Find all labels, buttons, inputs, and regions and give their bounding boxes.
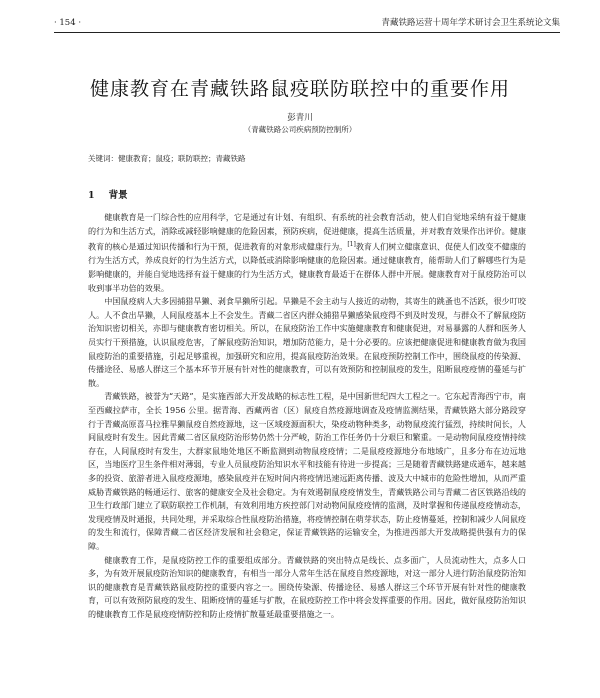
paragraph (88, 211, 526, 295)
paragraph: 中国鼠疫病人大多因捕猎旱獭、剥食旱獭所引起。旱獭是不会主动与人接近的动物，其寄生的跳蚤也不活跃，很少叮咬人。人不食出旱獭，人间鼠疫基本上不会发生。青藏二省区内群众捕猎旱獭感染鼠疫得不到及时发现，与群众不了解鼠疫防治知识密切相关，亦即与健康教育密切相关。所以，在鼠疫防治工作中实施健康教育和健康促进，对易暴露的人群和医务人员实行干预措施，认识鼠疫危害，了解鼠疫防治知识，增加防范能力，是十分必要的。应该把健康促进和健康教育做为我国鼠疫防治的重要措施，引起足够重视，加强研究和应用，提高鼠疫防治效果。在鼠疫预防控制工作中，围绕鼠疫的传染源、传播途径、易感人群这三个基本环节开展有针对性的健康教育，可以有效预防和控制鼠疫的发生，阻断鼠疫疫情的蔓延与扩散。 (88, 296, 526, 388)
paragraph: 青藏铁路，被誉为“天路”，是实施西部大开发战略的标志性工程，是中国新世纪四大工程之一。它东起青海西宁市，南至西藏拉萨市，全长 1956 公里。据青海、西藏两省（区）鼠疫自然疫源地调查及疫情监测结果，青藏铁路大部分路段穿行于青藏高原喜马拉雅旱獭鼠疫自然疫源地，这一区域疫源面积大，染疫动物种类多，动物鼠疫流行猛烈，持续时间长，人间鼠疫时有发生。因此青藏二省区鼠疫防治形势仍然十分严峻，防治工作任务仍十分艰巨和繁重。一是动物间鼠疫疫情持续存在，人间鼠疫时有发生，大群家鼠地处地区不断监测到动物鼠疫疫情；二是鼠疫疫源地分布地域广，且多分布在边远地区，当地医疗卫生条件相对薄弱，专业人员鼠疫防治知识水平和技能有待进一步提高；三是随着青藏铁路建成通车，越来越多的投资、旅游者进入鼠疫疫源地，感染鼠疫并在短时间内将疫情迅速远距离传播、波及大中城市的危险性增加，从而严重威胁青藏铁路的畅通运行、旅客的健康安全及社会稳定。为有效遏制鼠疫疫情发生，青藏铁路公司与青藏二省区铁路沿线的卫生行政部门建立了联防联控工作机制，有效利用地方疾控部门对动物间鼠疫疫情的监测，及时掌握和传递鼠疫疫情动态，发现疫情及时通报，共同处理，并采取综合性鼠疫防治措施，将疫情控制在萌芽状态，防止疫情蔓延，控制和减少人间鼠疫的发生和流行，保障青藏二省区经济发展和社会稳定，保证青藏铁路的运输安全，为推进西部大开发战略提供强有力的保障。 (88, 391, 526, 551)
paragraph-text: 健康教育是一门综合性的应用科学，它是通过有计划、有组织、有系统的社会教育活动，使人们自觉地采纳有益于健康的行为和生活方式，消除或减轻影响健康的危险因素，预防疾病，促进健康，提高生活质量，并对教育效果作出评价。健康教育的核心是通过知识传播和行为干预，促进教育的对象形成健康行为。 (88, 212, 526, 252)
citation-ref: [1] (347, 241, 356, 249)
body-text (88, 211, 526, 622)
running-header (54, 14, 560, 33)
page-number: · 154 · (54, 18, 82, 28)
section-number: 1 (88, 190, 95, 201)
paragraph: 健康教育工作，是鼠疫防控工作的重要组成部分。青藏铁路的突出特点是线长、点多面广，人员流动性大，点多人口多，为有效开展鼠疫防治知识的健康教育，有相当一部分人常年生活在鼠疫自然疫源地，对这一部分人进行防治鼠疫防治知识的健康教育是青藏铁路鼠疫防控的重要内容之一。围绕传染源、传播途径、易感人群这三个环节开展有针对性的健康教育，可以有效预防鼠疫的发生、阻断疫情的蔓延与扩散，在鼠疫防控工作中将会发挥重要的作用。因此，做好鼠疫防治知识的健康教育工作是鼠疫疫情防控和防止疫情扩散蔓延最重要措施之一。 (88, 554, 526, 619)
section-title: 背景 (108, 190, 128, 201)
keywords: 关键词：健康教育；鼠疫；联防联控；青藏铁路 (88, 154, 246, 163)
paragraph-text: 教育人们树立健康意识、促使人们改变不健康的行为生活方式，养成良好的行为生活方式，以降低或消除影响健康的危险因素。通过健康教育，能帮助人们了解哪些行为是影响健康的，并能自觉地选择有益于健康的行为生活方式，健康教育最适于在群体人群中开展。健康教育对于鼠疫防治可以收到事半功倍的效果。 (88, 241, 526, 293)
journal-title: 青藏铁路运营十周年学术研讨会卫生系统论文集 (381, 18, 560, 28)
author-affiliation: （青藏铁路公司疾病预防控制所） (243, 125, 357, 134)
section-heading (88, 187, 128, 201)
article-title: 健康教育在青藏铁路鼠疫联防联控中的重要作用 (89, 78, 510, 100)
author-name: 彭青川 (287, 113, 313, 123)
